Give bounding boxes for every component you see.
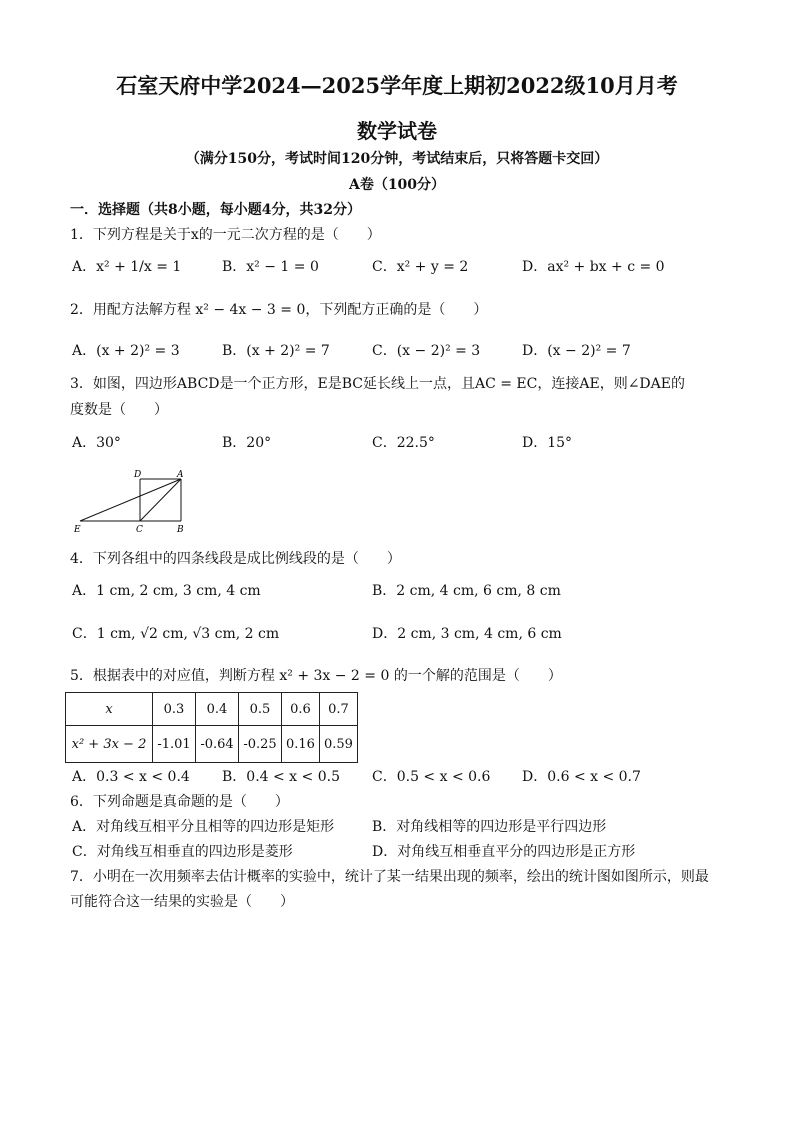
q6-stem: 6．下列命题是真命题的是（ ）: [70, 794, 289, 810]
q1-option-d: D．ax² + bx + c = 0: [522, 259, 665, 275]
q2-option-d: D．(x − 2)² = 7: [522, 343, 631, 359]
table-head-expression: x² + 3x − 2: [66, 726, 153, 763]
q7-stem-line1: 7．小明在一次用频率去估计概率的实验中，统计了某一结果出现的频率，绘出的统计图如图所示，则最: [70, 869, 709, 885]
label-c: C: [136, 525, 143, 535]
table-cell: 0.59: [319, 726, 357, 763]
q3-stem-line1: 3．如图，四边形ABCD是一个正方形，E是BC延长线上一点，且AC = EC，连接AE，则∠DAE的: [70, 376, 685, 392]
q6-option-d: D．对角线互相垂直平分的四边形是正方形: [372, 844, 636, 860]
q7-stem-line2: 可能符合这一结果的实验是（ ）: [70, 894, 294, 910]
table-cell: 0.3: [153, 693, 196, 726]
label-a: A: [177, 470, 184, 480]
square-figure: [70, 466, 190, 536]
label-e: E: [74, 525, 81, 535]
table-head-x: x: [66, 693, 153, 726]
table-row: [66, 693, 358, 726]
exam-subtitle: 数学试卷: [357, 119, 437, 143]
table-cell: 0.7: [319, 693, 357, 726]
q3-option-c: C．22.5°: [372, 435, 435, 451]
q4-option-b: B．2 cm, 4 cm, 6 cm, 8 cm: [372, 583, 561, 599]
table-cell: 0.4: [196, 693, 239, 726]
q2-option-b: B．(x + 2)² = 7: [222, 343, 330, 359]
segment-ca: [140, 479, 181, 521]
label-b: B: [177, 525, 184, 535]
exam-note: （满分150分，考试时间120分钟，考试结束后，只将答题卡交回）: [185, 151, 609, 167]
q1-stem: 1．下列方程是关于x的一元二次方程的是（ ）: [70, 227, 381, 243]
q3-option-a: A．30°: [72, 435, 121, 451]
q4-option-a: A．1 cm, 2 cm, 3 cm, 4 cm: [72, 583, 261, 599]
q1-option-b: B．x² − 1 = 0: [222, 259, 319, 275]
values-table: [65, 692, 358, 763]
q4-stem: 4．下列各组中的四条线段是成比例线段的是（ ）: [70, 551, 401, 567]
q1-option-a: A．x² + 1/x = 1: [72, 259, 182, 275]
table-cell: -1.01: [153, 726, 196, 763]
q5-option-c: C．0.5 < x < 0.6: [372, 769, 491, 785]
q4-option-d: D．2 cm, 3 cm, 4 cm, 6 cm: [372, 626, 562, 642]
table-cell: 0.16: [282, 726, 320, 763]
q3-stem-line2: 度数是（ ）: [70, 402, 168, 418]
q2-option-a: A．(x + 2)² = 3: [72, 343, 180, 359]
segment-ea: [80, 479, 181, 521]
q5-option-d: D．0.6 < x < 0.7: [522, 769, 641, 785]
q3-option-b: B．20°: [222, 435, 272, 451]
q2-option-c: C．(x − 2)² = 3: [372, 343, 481, 359]
q5-option-b: B．0.4 < x < 0.5: [222, 769, 340, 785]
q4-option-c: C．1 cm, √2 cm, √3 cm, 2 cm: [72, 626, 280, 642]
table-row: [66, 726, 358, 763]
table-cell: 0.6: [282, 693, 320, 726]
label-d: D: [134, 470, 142, 480]
section-heading: 一．选择题（共8小题，每小题4分，共32分）: [70, 202, 361, 218]
exam-title: 石室天府中学2024—2025学年度上期初2022级10月月考: [116, 73, 678, 98]
q6-option-a: A．对角线互相平分且相等的四边形是矩形: [72, 819, 335, 835]
q3-option-d: D．15°: [522, 435, 573, 451]
table-cell: 0.5: [239, 693, 282, 726]
table-cell: -0.25: [239, 726, 282, 763]
q2-stem: 2．用配方法解方程 x² − 4x − 3 = 0，下列配方正确的是（ ）: [70, 302, 488, 318]
q1-option-c: C．x² + y = 2: [372, 259, 469, 275]
q5-stem: 5．根据表中的对应值，判断方程 x² + 3x − 2 = 0 的一个解的范围是（ ）: [70, 668, 562, 684]
q6-option-c: C．对角线互相垂直的四边形是菱形: [72, 844, 293, 860]
q5-option-a: A．0.3 < x < 0.4: [72, 769, 190, 785]
paper-label: A卷（100分）: [348, 177, 446, 193]
table-cell: -0.64: [196, 726, 239, 763]
q6-option-b: B．对角线相等的四边形是平行四边形: [372, 819, 607, 835]
